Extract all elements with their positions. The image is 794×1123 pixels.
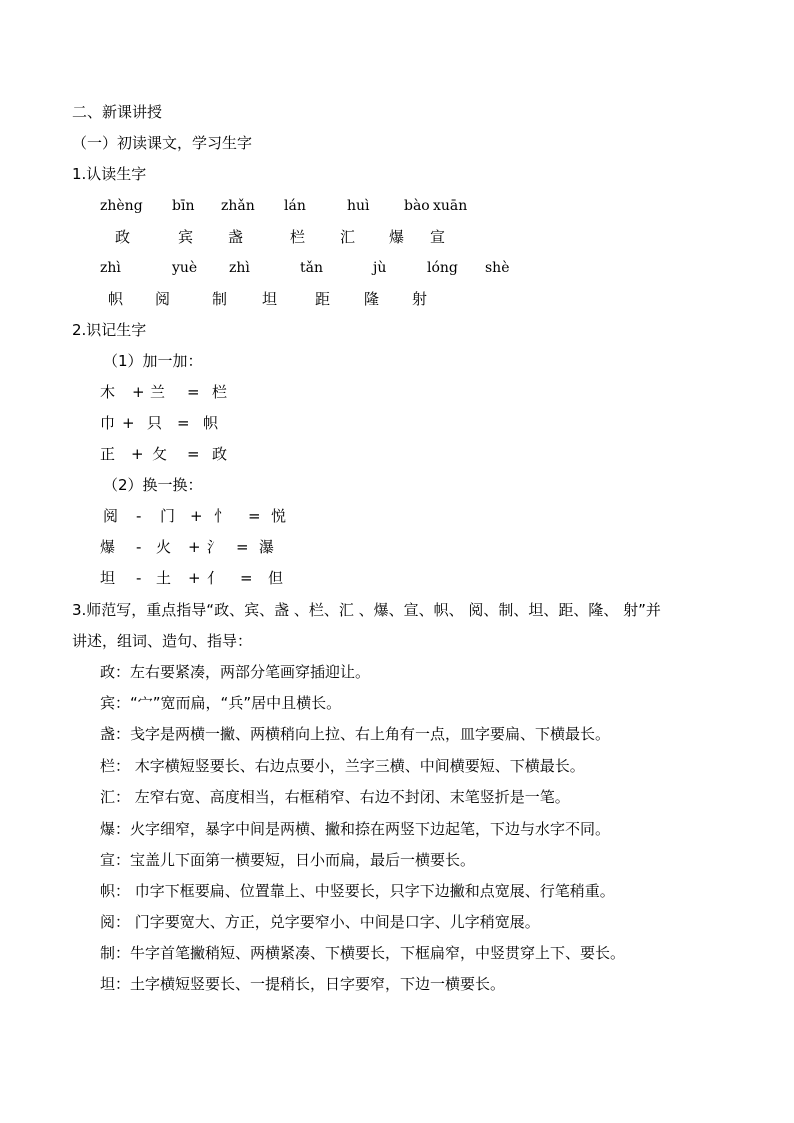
add-row [0,444,794,464]
stroke-note: 坦：土字横短竖要长、一提稍长，日字要窄，下边一横要长。 [100,975,506,993]
swap-row [0,506,794,526]
operator: = [177,414,190,432]
stroke-note: 爆：火字细窄，暴字中间是两横、撇和捺在两竖下边起笔，下边与水字不同。 [100,820,611,838]
result: 帜 [203,414,219,432]
swap-row [0,537,794,557]
pinyin-row-2 [0,258,794,278]
term: 攵 [152,445,168,463]
pinyin: yuè [172,260,198,276]
char: 帜 [108,290,124,308]
pinyin: jù [373,260,387,276]
stroke-note: 汇： 左窄右宽、高度相当，右框稍窄、右边不封闭、末笔竖折是一笔。 [100,788,570,806]
stroke-note: 制：牛字首笔撇稍短、两横紧凑、下横要长，下框扁窄，中竖贯穿上下、要长。 [100,944,626,962]
char: 射 [412,290,428,308]
term: 正 [100,445,116,463]
pinyin: xuān [433,198,468,214]
pinyin: zhǎn [221,198,255,214]
pinyin: lán [284,198,306,214]
operator: - [136,569,142,587]
operator: + [188,538,201,556]
pinyin: tǎn [300,260,323,276]
term: 氵 [207,538,223,556]
stroke-note: 宣：宝盖儿下面第一横要短，日小而扁，最后一横要长。 [100,851,476,869]
result: 政 [212,445,228,463]
char: 宾 [178,228,194,246]
term: 坦 [100,569,116,587]
pinyin-row-1 [0,196,794,216]
term: 巾 [100,414,116,432]
stroke-note: 栏： 木字横短竖要长、右边点要小，兰字三横、中间横要短、下横最长。 [100,757,585,775]
char: 汇 [340,228,356,246]
stroke-note: 阅： 门字要宽大、方正，兑字要窄小、中间是口字、儿字稍宽展。 [100,913,540,931]
term: 木 [100,383,116,401]
add-row [0,382,794,402]
stroke-note: 帜： 巾字下框要扁、位置靠上、中竖要长，只字下边撇和点宽展、行笔稍重。 [100,882,615,900]
step1-heading: 1.认读生字 [72,165,147,183]
pinyin: shè [485,260,510,276]
term: 土 [156,569,172,587]
term: 火 [156,538,172,556]
pinyin: lóng [427,260,458,276]
term: 兰 [150,383,166,401]
char: 爆 [389,228,405,246]
result: 但 [268,569,284,587]
operator: + [122,414,135,432]
pinyin: bào [404,198,430,214]
add-row [0,413,794,433]
char: 政 [115,228,131,246]
term: 门 [160,507,176,525]
result: 悦 [271,507,287,525]
pinyin: zhèng [100,198,143,214]
char: 距 [315,290,331,308]
term: 亻 [207,569,223,587]
char: 坦 [262,290,278,308]
char: 阅 [155,290,171,308]
operator: = [236,538,249,556]
operator: = [248,507,261,525]
step3-line-1: 3.师范写，重点指导“政、宾、盏 、栏、汇 、爆、宣、帜、 阅、制、坦、距、隆、 射”并 [72,601,661,619]
result: 瀑 [259,538,275,556]
char: 制 [212,290,228,308]
char: 隆 [364,290,380,308]
pinyin: zhì [100,260,121,276]
step3-line-2: 讲述，组词、造句、指导： [72,632,253,650]
operator: + [131,445,144,463]
char-row-1 [0,227,794,247]
stroke-note: 盏：戋字是两横一撇、两横稍向上拉、右上角有一点，皿字要扁、下横最长。 [100,725,611,743]
operator: + [190,507,203,525]
operator: + [188,569,201,587]
term: 爆 [100,538,116,556]
operator: = [240,569,253,587]
char: 盏 [228,228,244,246]
operator: = [187,383,200,401]
swap-heading: （2）换一换： [103,476,203,494]
term: 阅 [103,507,119,525]
stroke-note: 宾：“宀”宽而扁，“兵”居中且横长。 [100,694,342,712]
char-row-2 [0,289,794,309]
char: 宣 [430,228,446,246]
char: 栏 [290,228,306,246]
add-heading: （1）加一加： [103,352,203,370]
operator: + [132,383,145,401]
subsection-title: （一）初读课文，学习生字 [72,134,253,152]
swap-row [0,568,794,588]
section-title: 二、新课讲授 [72,103,163,121]
term: 只 [147,414,163,432]
operator: = [187,445,200,463]
operator: - [136,507,142,525]
operator: - [136,538,142,556]
stroke-note: 政：左右要紧凑，两部分笔画穿插迎让。 [100,663,371,681]
result: 栏 [212,383,228,401]
pinyin: zhì [229,260,250,276]
pinyin: bīn [172,198,195,214]
pinyin: huì [347,198,370,214]
step2-heading: 2.识记生字 [72,321,147,339]
term: 忄 [214,507,230,525]
